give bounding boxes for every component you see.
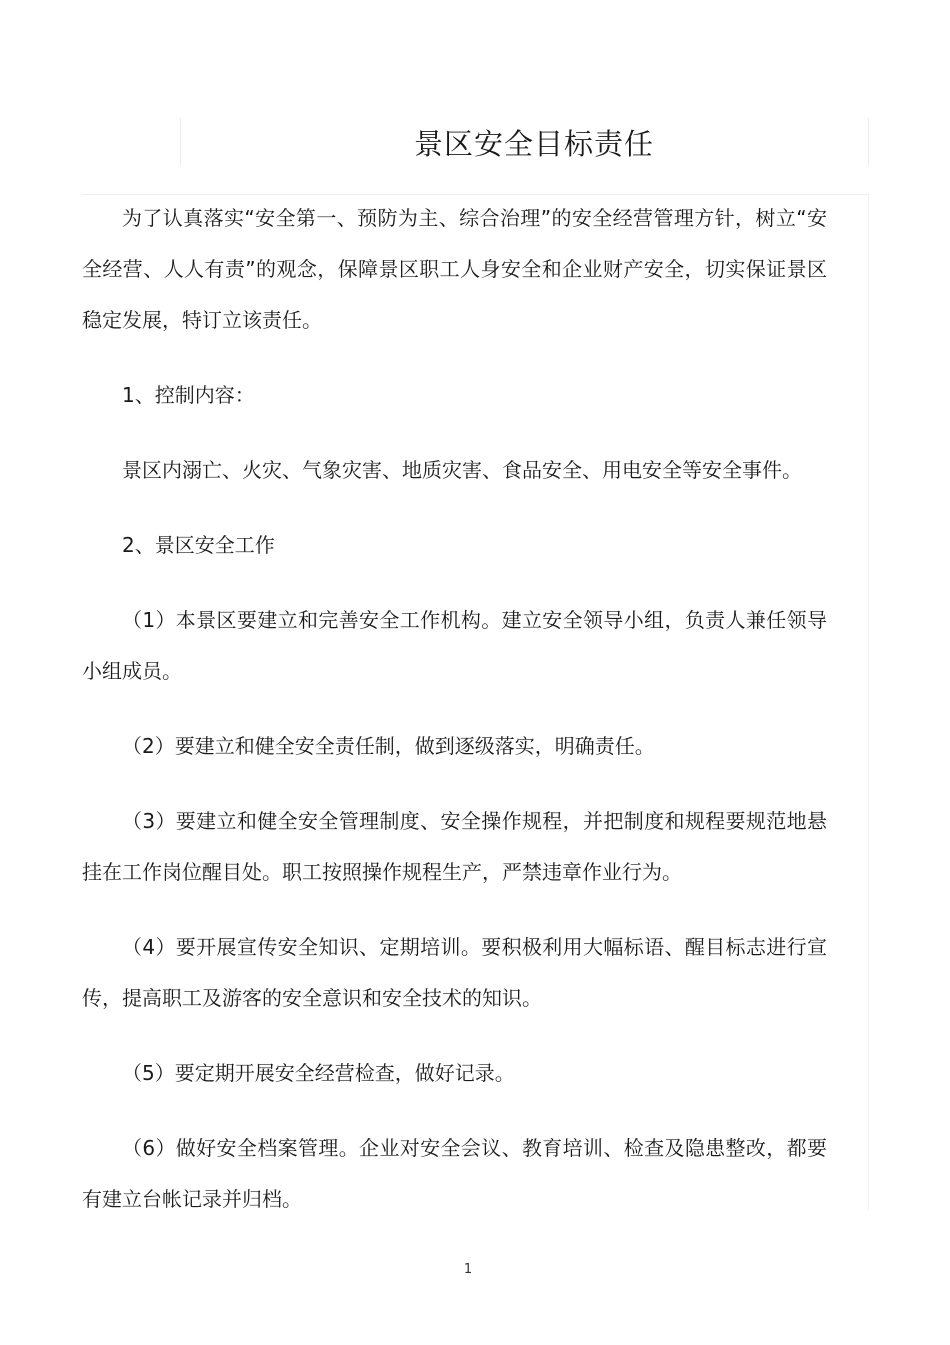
frame-line-right xyxy=(868,118,869,166)
list-item-2: （2）要建立和健全安全责任制，做到逐级落实，明确责任。 xyxy=(122,734,655,758)
list-item-3: （3）要建立和健全安全管理制度、安全操作规程，并把制度和规程要规范地悬挂在工作岗位醒目处。职工按照操作规程生产，严禁违章作业行为。 xyxy=(82,809,827,884)
list-item-5: （5）要定期开展安全经营检查，做好记录。 xyxy=(122,1061,515,1085)
list-item-6: （6）做好安全档案管理。企业对安全会议、教育培训、检查及隐患整改，都要有建立台帐记录并归档。 xyxy=(82,1136,827,1211)
section-heading-control-content: 1、控制内容： xyxy=(122,383,255,407)
document-body xyxy=(82,193,827,1225)
frame-line-right-body xyxy=(868,195,869,1210)
paragraph-intro: 为了认真落实“安全第一、预防为主、综合治理”的安全经营管理方针，树立“安全经营、人人有责”的观念，保障景区职工人身安全和企业财产安全，切实保证景区稳定发展，特订立该责任。 xyxy=(82,206,827,332)
list-item-1: （1）本景区要建立和完善安全工作机构。建立安全领导小组，负责人兼任领导小组成员。 xyxy=(82,608,827,683)
page-title: 景区安全目标责任 xyxy=(413,127,654,161)
paragraph-control-content: 景区内溺亡、火灾、气象灾害、地质灾害、食品安全、用电安全等安全事件。 xyxy=(122,458,802,482)
list-item-4: （4）要开展宣传安全知识、定期培训。要积极利用大幅标语、醒目标志进行宣传，提高职工及游客的安全意识和安全技术的知识。 xyxy=(82,935,827,1010)
section-heading-safety-work: 2、景区安全工作 xyxy=(122,533,275,557)
page-number: 1 xyxy=(463,1262,473,1277)
